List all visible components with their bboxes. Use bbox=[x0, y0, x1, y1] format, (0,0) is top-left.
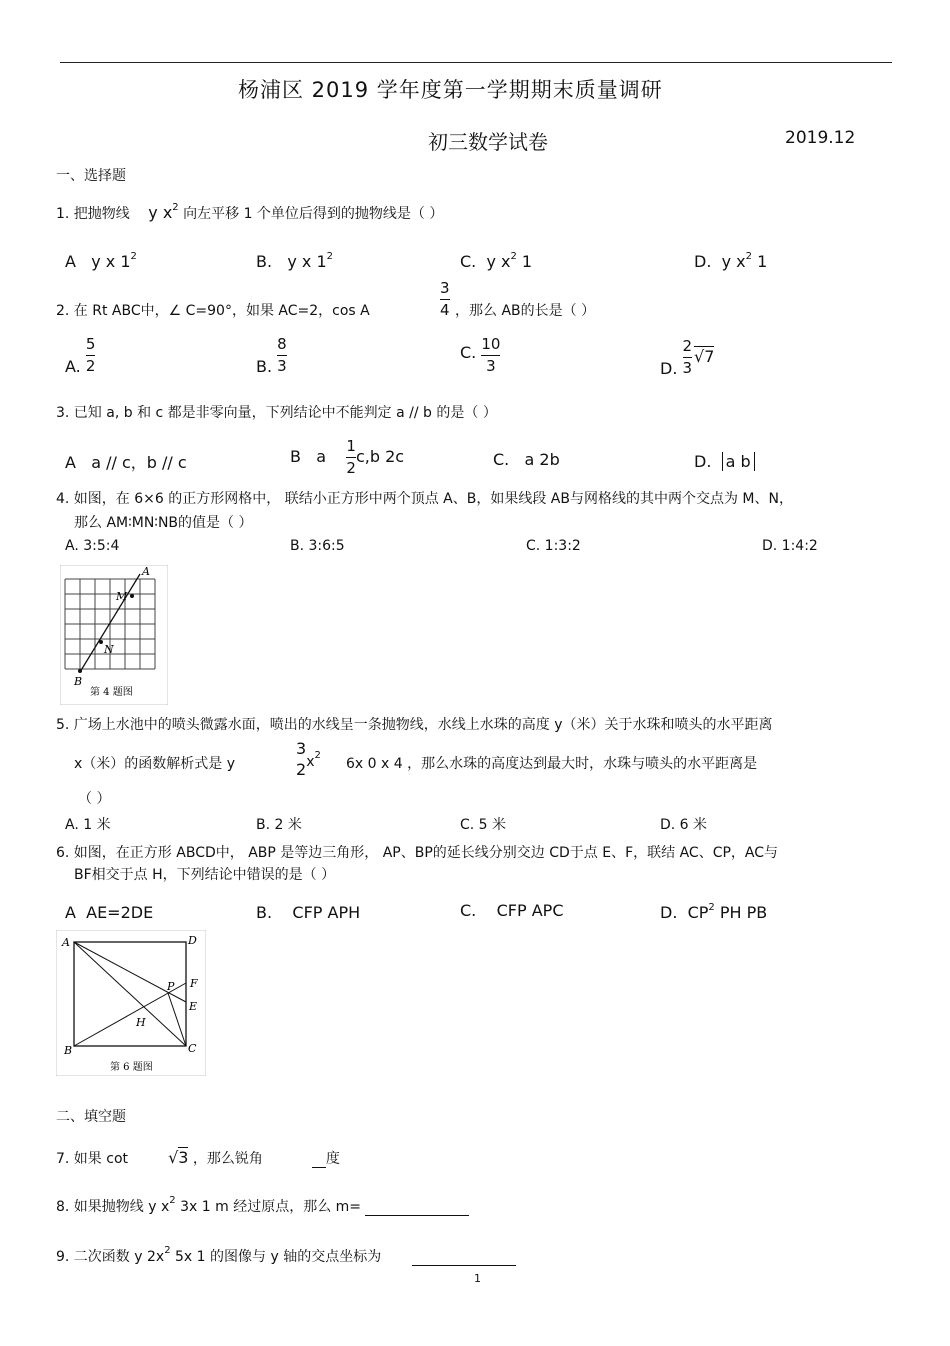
page-title: 杨浦区 2019 学年度第一学期期末质量调研 bbox=[238, 78, 663, 102]
question-9: 9. 二次函数 y $2x^2$ 5x 1 的图像与 y 轴的交点坐标为 bbox=[56, 1246, 516, 1266]
q1-option-a[interactable]: A y x $1^2$ bbox=[65, 251, 137, 271]
q6-line-2: BF相交于点 H，下列结论中错误的是（ ） bbox=[74, 867, 336, 883]
q4-grid-figure bbox=[60, 565, 168, 705]
point-b bbox=[78, 669, 82, 673]
q2-frac-num: 3 bbox=[440, 279, 450, 297]
q2-option-a[interactable]: A. $\frac{5}{2}$ bbox=[65, 335, 96, 376]
paper-subtitle: 初三数学试卷 bbox=[428, 130, 548, 154]
q1-option-c[interactable]: C. y $x^2$ 1 bbox=[460, 251, 533, 271]
q5-line-1: 5. 广场上水池中的喷头微露水面，喷出的水线呈一条抛物线，水线上水珠的高度 y（米）关于水珠和喷头的水平距离 bbox=[56, 717, 773, 733]
q1-expr: y x bbox=[148, 203, 173, 222]
q4-figure-caption: 第 4 题图 bbox=[90, 687, 133, 698]
q6-option-a[interactable]: A AE=2DE bbox=[65, 903, 154, 922]
q3-option-b[interactable]: B a $\frac{1}{2}$ c,b 2c bbox=[290, 437, 405, 477]
q5-line-2-end: 6x 0 x 4 ，那么水珠的高度达到最大时，水珠与喷头的水平距离是 bbox=[346, 756, 758, 772]
q5-option-b[interactable]: B. 2 米 bbox=[256, 817, 302, 833]
q1-option-d[interactable]: D. y $x^2$ 1 bbox=[694, 251, 768, 271]
point-n bbox=[99, 640, 103, 644]
q5-option-c[interactable]: C. 5 米 bbox=[460, 817, 507, 833]
q1-stem-end: 向左平移 1 个单位后得到的抛物线是（ ） bbox=[183, 206, 444, 222]
label-b: B bbox=[74, 675, 83, 688]
question-1-stem bbox=[56, 203, 443, 223]
section-heading-choice: 一、选择题 bbox=[56, 168, 126, 184]
q4-option-d[interactable]: D. 1:4:2 bbox=[762, 538, 818, 554]
q4-option-a[interactable]: A. 3:5:4 bbox=[65, 538, 120, 554]
label-h: H bbox=[136, 1016, 146, 1029]
q2-frac-den: 4 bbox=[440, 301, 450, 319]
q6-figure-caption: 第 6 题图 bbox=[110, 1062, 153, 1073]
q4-line-2: 那么 AM∶MN∶NB的值是（ ） bbox=[74, 515, 253, 531]
q6-option-c[interactable]: C. CFP APC bbox=[460, 901, 564, 920]
q5-option-d[interactable]: D. 6 米 bbox=[660, 817, 708, 833]
q5-line-2-start: x（米）的函数解析式是 y bbox=[74, 756, 236, 772]
q4-option-b[interactable]: B. 3:6:5 bbox=[290, 538, 345, 554]
q1-exp: 2 bbox=[172, 202, 179, 213]
q9-answer-blank[interactable] bbox=[412, 1265, 516, 1266]
question-3-stem: 3. 已知 a, b 和 c 都是非零向量，下列结论中不能判定 a // b 的是（ ） bbox=[56, 405, 497, 421]
label-c: C bbox=[188, 1042, 197, 1055]
q5-coefficient: 3 2 $x^2$ bbox=[296, 739, 321, 779]
top-rule bbox=[60, 62, 892, 63]
label-m: M bbox=[116, 590, 128, 603]
q4-line-1: 4. 如图，在 6×6 的正方形网格中， 联结小正方形中两个顶点 A、B，如果线段 AB与网格线的其中两个交点为 M、N， bbox=[56, 491, 793, 507]
label-d: D bbox=[188, 934, 197, 947]
exam-date: 2019.12 bbox=[785, 128, 856, 148]
question-8: 8. 如果抛物线 y $x^2$ 3x 1 m 经过原点，那么 m= bbox=[56, 1196, 469, 1216]
q2-stem-start: 2. 在 Rt ABC中，∠ C=90°，如果 AC=2，cos A bbox=[56, 303, 370, 319]
q2-option-c[interactable]: C. $\frac{10}{3}$ bbox=[460, 335, 501, 375]
q6-option-b[interactable]: B. CFP APH bbox=[256, 903, 361, 922]
q8-answer-blank[interactable] bbox=[365, 1215, 469, 1216]
q6-square-figure bbox=[56, 930, 206, 1076]
q4-option-c[interactable]: C. 1:3:2 bbox=[526, 538, 581, 554]
q6-line-1: 6. 如图，在正方形 ABCD中， ABP 是等边三角形， AP、BP的延长线分别交边 CD于点 E、F，联结 AC、CP，AC与 bbox=[56, 845, 779, 861]
q3-option-d[interactable]: D. a b bbox=[694, 452, 755, 471]
q5-option-a[interactable]: A. 1 米 bbox=[65, 817, 111, 833]
q7-answer-blank[interactable] bbox=[312, 1167, 326, 1168]
section-heading-fill: 二、填空题 bbox=[56, 1109, 126, 1125]
label-e: E bbox=[189, 1000, 198, 1013]
label-a: A bbox=[142, 565, 150, 578]
question-7: 7. 如果 cot √3 ，那么锐角 度 bbox=[56, 1148, 340, 1167]
q2-fraction bbox=[440, 280, 450, 319]
point-m bbox=[130, 594, 134, 598]
page-number: 1 bbox=[474, 1272, 481, 1285]
q2-option-d[interactable]: D. $\frac{2}{3}$ √7 bbox=[660, 337, 715, 378]
label-b: B bbox=[64, 1044, 73, 1057]
q5-line-3: （ ） bbox=[78, 791, 111, 807]
label-p: P bbox=[167, 980, 175, 993]
label-n: N bbox=[104, 643, 114, 656]
label-a: A bbox=[62, 936, 70, 949]
label-f: F bbox=[190, 977, 198, 990]
q1-stem-start: 1. 把抛物线 bbox=[56, 206, 130, 222]
q1-option-b[interactable]: B. y x $1^2$ bbox=[256, 251, 333, 271]
q3-option-a[interactable]: A a // c，b // c bbox=[65, 453, 187, 472]
q3-option-c[interactable]: C. a 2b bbox=[493, 450, 560, 469]
q2-option-b[interactable]: B. $\frac{8}{3}$ bbox=[256, 335, 287, 376]
q2-stem-end: ，那么 AB的长是（ ） bbox=[455, 303, 596, 319]
q6-option-d[interactable]: D. $CP^2$ PH PB bbox=[660, 902, 768, 922]
